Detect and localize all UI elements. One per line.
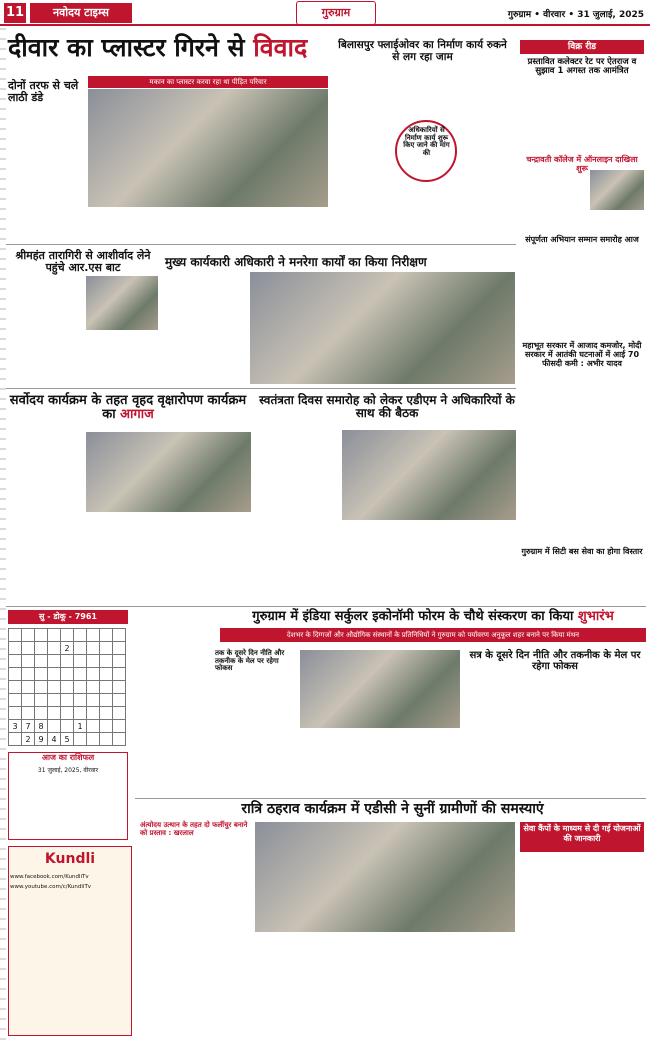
sudoku-cell: [9, 733, 22, 746]
independence-photo: [342, 430, 516, 520]
india-circular-subheadline: देशभर के दिग्गजों और औद्योगिक संस्थानों के प्रतिनिधियों ने गुरुग्राम को पर्यावरण अनुकूल शहर बनाने पर किया मंथन: [220, 628, 646, 642]
sudoku-cell: [74, 655, 87, 668]
india-circular-col3-body: [300, 735, 460, 790]
sudoku-cell: [35, 655, 48, 668]
page-number: 11: [4, 3, 26, 23]
flyover-pull-quote: अधिकारियों से निर्माण कार्य शुरू किए जाने की मांग की: [403, 126, 450, 158]
sudoku-cell: [100, 629, 113, 642]
sudoku-title: सु - डोकू - 7961: [8, 610, 128, 624]
sudoku-cell: [74, 681, 87, 694]
sudoku-grid: [8, 628, 126, 746]
sudoku-cell: [113, 629, 126, 642]
mnrega-photo: [250, 272, 515, 384]
flyover-body-col2: [462, 80, 512, 240]
sudoku-cell: [22, 681, 35, 694]
sudoku-cell: [48, 642, 61, 655]
mahabharat-headline: महाभूत सरकार में आजाद कमजोर, मोदी सरकार में आतंकी घटनाओं में आई 70 फीसदी कमी : अभीर यादव: [522, 341, 642, 368]
sudoku-cell: [61, 681, 74, 694]
india-circular-col2-headline: सत्र के दूसरे दिन नीति और तकनीक के मेल पर रहेगा फोकस: [469, 650, 641, 672]
sudoku-cell: 4: [48, 733, 61, 746]
horoscope-body: [10, 778, 126, 838]
sudoku-cell: [48, 720, 61, 733]
sudoku-cell: [35, 629, 48, 642]
sudoku-cell: [9, 642, 22, 655]
ratri-photo: [255, 822, 515, 932]
sudoku-row: [9, 733, 126, 746]
sudoku-cell: [87, 720, 100, 733]
sudoku-instructions: [132, 610, 212, 710]
sudoku-cell: [22, 707, 35, 720]
india-circular-photo: [300, 650, 460, 728]
divider-4: [135, 798, 646, 799]
sudoku-cell: [87, 655, 100, 668]
horoscope-title: आज का राशिफल: [41, 753, 95, 762]
section-title: गुरुग्राम: [296, 1, 376, 25]
sudoku-cell: [48, 681, 61, 694]
shrimahant-headline: श्रीमहंत तारागिरी से आशीर्वाद लेने पहुंचे आर.एस बाट: [15, 249, 151, 275]
chakra-headline: प्रस्तावित कलेक्टर रेट पर ऐतराज व सुझाव 1 अगस्त तक आमंत्रित: [527, 57, 637, 77]
lead-subheadline: दोनों तरफ से चले लाठी डंडे: [8, 79, 79, 105]
sudoku-cell: [113, 668, 126, 681]
india-circular-headline: गुरुग्राम में इंडिया सर्कुलर इकोनॉमी फोरम के चौथे संस्करण का किया शुभारंभ: [252, 609, 614, 624]
sudoku-cell: [22, 694, 35, 707]
sudoku-cell: [113, 720, 126, 733]
sudoku-cell: [87, 681, 100, 694]
sudoku-row: [9, 668, 126, 681]
sudoku-cell: [61, 707, 74, 720]
sudoku-cell: 5: [61, 733, 74, 746]
sudoku-cell: [87, 733, 100, 746]
sudoku-cell: [61, 694, 74, 707]
sudoku-cell: [61, 629, 74, 642]
sudoku-cell: 1: [74, 720, 87, 733]
ratri-left-body: [140, 848, 250, 1028]
sudoku-cell: [9, 707, 22, 720]
mahabharat-body: [520, 374, 644, 544]
mnrega-headline: मुख्य कार्यकारी अधिकारी ने मनरेगा कार्यों का किया निरीक्षण: [165, 255, 427, 269]
lead-photo: [88, 89, 328, 207]
sudoku-cell: [74, 707, 87, 720]
dateline: गुरुग्राम • वीरवार • 31 जुलाई, 2025: [507, 10, 644, 20]
lead-body: [8, 110, 84, 238]
divider-1: [6, 244, 516, 245]
ratri-right-headline: सेवा कैंपों के माध्यम से दी गई योजनाओं की जानकारी: [520, 822, 644, 852]
sudoku-cell: 2: [61, 642, 74, 655]
sudoku-cell: [113, 733, 126, 746]
ratri-left-headline: अंत्योदय उत्थान के तहत दो फर्लीचुर बनाने को प्रस्ताव : खरलाल: [140, 821, 248, 837]
flyover-body-col1: [335, 80, 393, 240]
sudoku-cell: [22, 642, 35, 655]
sudoku-cell: [48, 668, 61, 681]
sudoku-row: [9, 655, 126, 668]
sudoku-cell: [9, 629, 22, 642]
sampoorn-headline: संपूर्णता अभियान सम्मान समारोह आज: [525, 235, 639, 244]
sudoku-cell: [100, 655, 113, 668]
divider-3: [6, 606, 646, 607]
mnrega-body: [165, 272, 245, 382]
india-circular-col2-body: [465, 680, 645, 790]
sudoku-cell: [113, 707, 126, 720]
divider-2: [6, 388, 516, 389]
sudoku-cell: [74, 629, 87, 642]
sudoku-cell: [100, 720, 113, 733]
sudoku-cell: [48, 629, 61, 642]
sudoku-cell: [9, 668, 22, 681]
sudoku-cell: [48, 655, 61, 668]
city-bus-headline: गुरुग्राम में सिटी बस सेवा का होगा विस्तार: [521, 547, 643, 556]
ratri-right-body: [520, 858, 644, 1028]
sudoku-cell: [61, 655, 74, 668]
kundli-facebook[interactable]: www.facebook.com/KundliTv: [10, 874, 89, 880]
sudoku-cell: [87, 694, 100, 707]
sudoku-cell: [9, 655, 22, 668]
sudoku-cell: [74, 733, 87, 746]
flyover-headline: बिलासपुर फ्लाईओवर का निर्माण कार्य रुकने से लग रहा जाम: [338, 39, 507, 63]
sudoku-cell: 9: [35, 733, 48, 746]
sudoku-row: [9, 694, 126, 707]
sudoku-cell: [74, 668, 87, 681]
college-body: [520, 170, 586, 230]
sudoku-cell: 8: [35, 720, 48, 733]
chakra-label: विक्र रीड: [520, 40, 644, 54]
sudoku-cell: [100, 681, 113, 694]
sudoku-cell: [35, 694, 48, 707]
independence-headline: स्वतंत्रता दिवस समारोह को लेकर एडीएम ने अधिकारियों के साथ की बैठक: [259, 393, 515, 421]
sudoku-cell: 7: [22, 720, 35, 733]
sudoku-row: [9, 642, 126, 655]
page-edge: [0, 0, 6, 1043]
sudoku-cell: [22, 668, 35, 681]
kundli-brand: Kundli: [44, 851, 96, 867]
sudoku-cell: [100, 642, 113, 655]
sudoku-row: [9, 707, 126, 720]
chakra-body: [520, 92, 644, 152]
sudoku-cell: 3: [9, 720, 22, 733]
lead-photo-caption: मकान का प्लास्टर करवा रहा था पीड़ित परिवार: [88, 76, 328, 88]
sudoku-cell: [100, 707, 113, 720]
india-circular-col1-body: [215, 682, 297, 762]
india-circular-col1-headline: तक के दूसरे दिन नीति और तकनीक के मेल पर रहेगा फोकस: [215, 649, 285, 673]
college-photo: [590, 170, 644, 210]
sudoku-cell: [113, 655, 126, 668]
horoscope-date: 31 जुलाई, 2025, वीरवार: [37, 767, 99, 774]
sudoku-cell: [74, 642, 87, 655]
kundli-rashi-list: [10, 896, 130, 1034]
lead-body-lower: [88, 210, 328, 240]
college-headline: चन्द्रावती कॉलेज में ऑनलाइन दाखिला शुरू: [526, 155, 638, 173]
sudoku-cell: [35, 642, 48, 655]
sarvodaya-body: [8, 432, 83, 532]
ratri-headline: रात्रि ठहराव कार्यक्रम में एडीसी ने सुनीं ग्रामीणों की समस्याएं: [241, 801, 544, 817]
sudoku-cell: [87, 642, 100, 655]
sudoku-cell: [87, 629, 100, 642]
shrimahant-photo: [86, 276, 158, 330]
sudoku-cell: 2: [22, 733, 35, 746]
sudoku-cell: [35, 668, 48, 681]
sudoku-cell: [87, 668, 100, 681]
sudoku-cell: [35, 681, 48, 694]
sudoku-cell: [61, 720, 74, 733]
sudoku-cell: [113, 642, 126, 655]
sudoku-cell: [61, 668, 74, 681]
sudoku-cell: [22, 655, 35, 668]
city-bus-body: [520, 562, 644, 602]
independence-body: [258, 430, 338, 570]
kundli-youtube[interactable]: www.youtube.com/c/KundliTv: [10, 884, 92, 890]
sudoku-cell: [113, 694, 126, 707]
sarvodaya-photo: [86, 432, 251, 512]
sudoku-cell: [100, 733, 113, 746]
sudoku-cell: [22, 629, 35, 642]
sudoku-cell: [9, 681, 22, 694]
sudoku-row: [9, 629, 126, 642]
sampoorn-body: [520, 248, 644, 338]
sudoku-row: [9, 681, 126, 694]
sudoku-cell: [9, 694, 22, 707]
sudoku-cell: [113, 681, 126, 694]
sudoku-cell: [48, 694, 61, 707]
lead-headline: दीवार का प्लास्टर गिरने से विवाद: [8, 33, 308, 62]
sudoku-cell: [48, 707, 61, 720]
sudoku-cell: [87, 707, 100, 720]
sudoku-cell: [74, 694, 87, 707]
sudoku-row: [9, 720, 126, 733]
sudoku-cell: [100, 694, 113, 707]
shrimahant-body: [8, 276, 83, 376]
paper-name: नवोदय टाइम्स: [30, 3, 132, 23]
sarvodaya-headline: सर्वोदय कार्यक्रम के तहत वृहद वृक्षारोपण कार्यक्रम का आगाज: [9, 393, 247, 423]
sudoku-cell: [35, 707, 48, 720]
ratri-body: [255, 940, 515, 1030]
sudoku-cell: [100, 668, 113, 681]
